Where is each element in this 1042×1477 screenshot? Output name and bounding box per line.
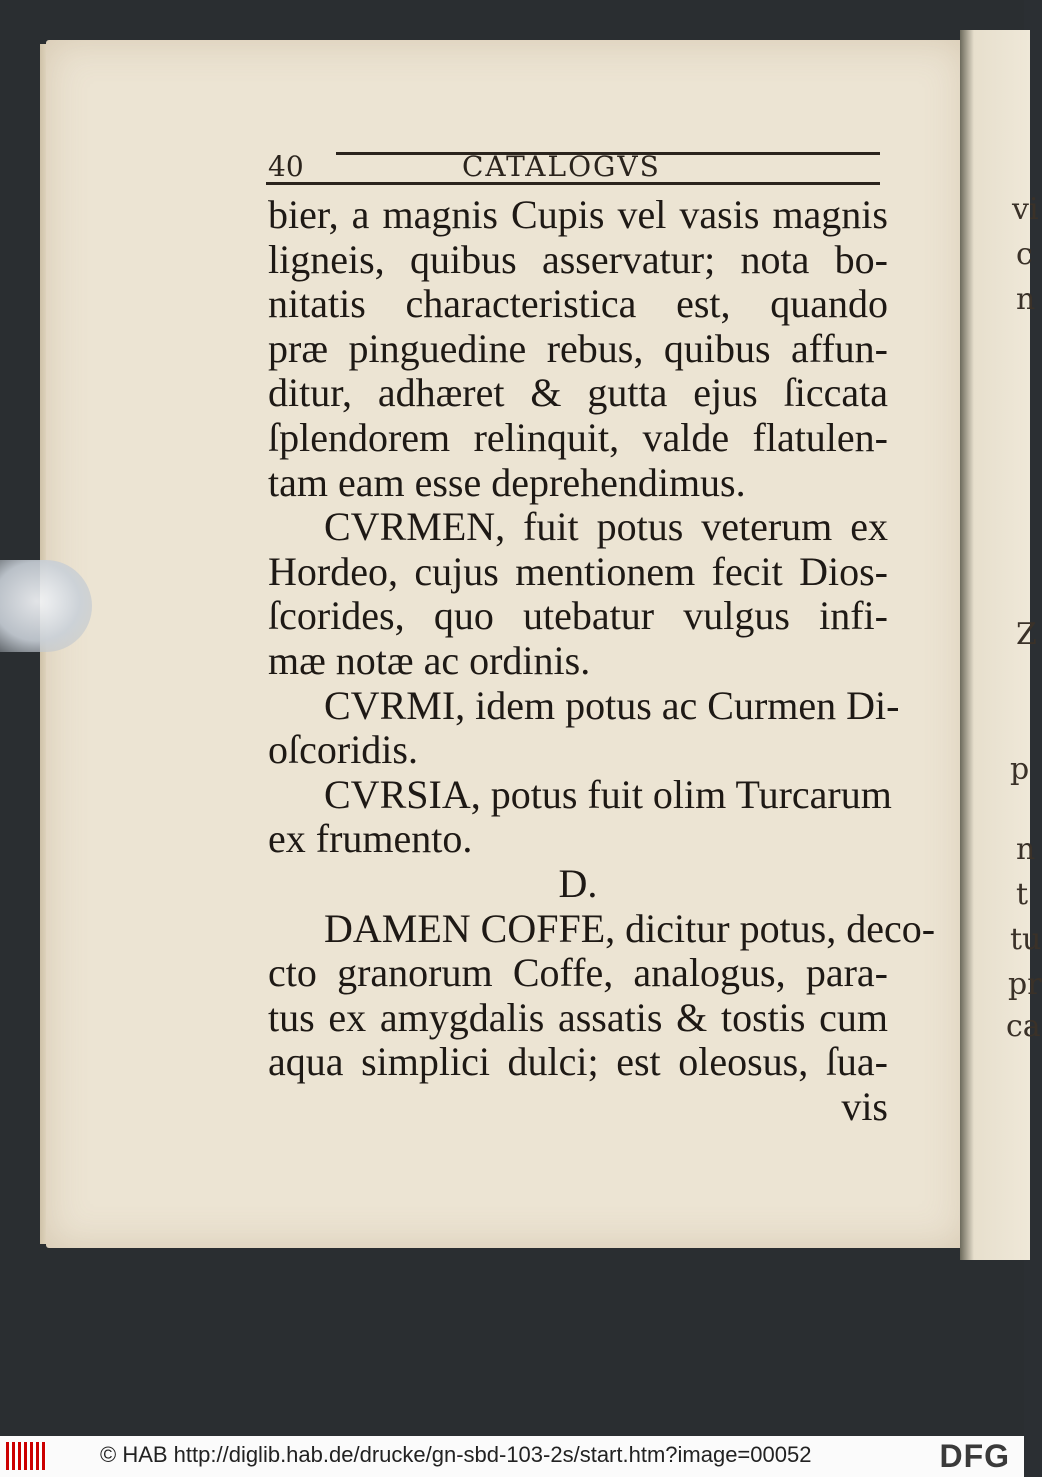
hab-logo-icon [6, 1442, 46, 1470]
text-line: Hordeo, cujus mentionem fecit Dios- [268, 548, 888, 594]
facing-fragment: n [1016, 282, 1036, 317]
facing-fragment: c [1016, 237, 1033, 272]
facing-page-text [980, 0, 1042, 1044]
running-head: CATALOGVS [462, 150, 661, 183]
text-line: præ pinguedine rebus, quibus affun- [268, 325, 888, 371]
dfg-logo: DFG [939, 1438, 1010, 1474]
facing-fragment: tu [1010, 922, 1042, 957]
facing-fragment: Z [1016, 617, 1037, 652]
facing-fragment: vi [1012, 192, 1039, 227]
text-line: ditur, adhæret & gutta ejus ſiccata [268, 370, 888, 416]
text-line: cto granorum Coffe, analogus, para- [268, 950, 888, 996]
page-clip [0, 560, 92, 652]
text-line: aqua simplici dulci; est oleosus, ſua- [268, 1039, 888, 1085]
text-line: ligneis, quibus asservatur; nota bo- [268, 236, 888, 282]
facing-fragment: n [1016, 832, 1036, 867]
section-letter: D. [558, 860, 598, 906]
facing-fragment: t [1016, 877, 1029, 912]
text-line: CVRMEN, fuit potus veterum ex [324, 504, 888, 550]
text-line: ſplendorem relinquit, valde flatulen- [268, 414, 888, 460]
facing-fragment: p [1010, 752, 1030, 787]
text-line: ex frumento. [268, 816, 473, 862]
catchword: vis [841, 1083, 888, 1129]
text-line: nitatis characteristica est, quando [268, 281, 888, 327]
page-number: 40 [268, 150, 304, 183]
text-line: oſcoridis. [268, 727, 418, 773]
text-line: CVRMI, idem potus ac Curmen Di- [324, 682, 900, 728]
text-line: bier, a magnis Cupis vel vasis magnis [268, 192, 888, 237]
copyright-link[interactable]: © HAB http://diglib.hab.de/drucke/gn-sbd-103-2s/start.htm?image=00052 [100, 1442, 812, 1467]
facing-fragment: pr [1008, 967, 1042, 1002]
footer-bar [0, 1436, 1024, 1477]
facing-fragment: ca [1006, 1009, 1041, 1044]
text-line: tus ex amygdalis assatis & tostis cum [268, 994, 888, 1040]
text-line: tam eam esse deprehendimus. [268, 459, 746, 505]
text-line: CVRSIA, potus fuit olim Turcarum [324, 771, 892, 817]
text-line: mæ notæ ac ordinis. [268, 637, 591, 683]
text-line: DAMEN COFFE, dicitur potus, deco- [324, 905, 936, 951]
text-line: ſcorides, quo utebatur vulgus infi- [268, 593, 888, 639]
page-body [268, 192, 936, 1129]
page-header [266, 144, 880, 188]
